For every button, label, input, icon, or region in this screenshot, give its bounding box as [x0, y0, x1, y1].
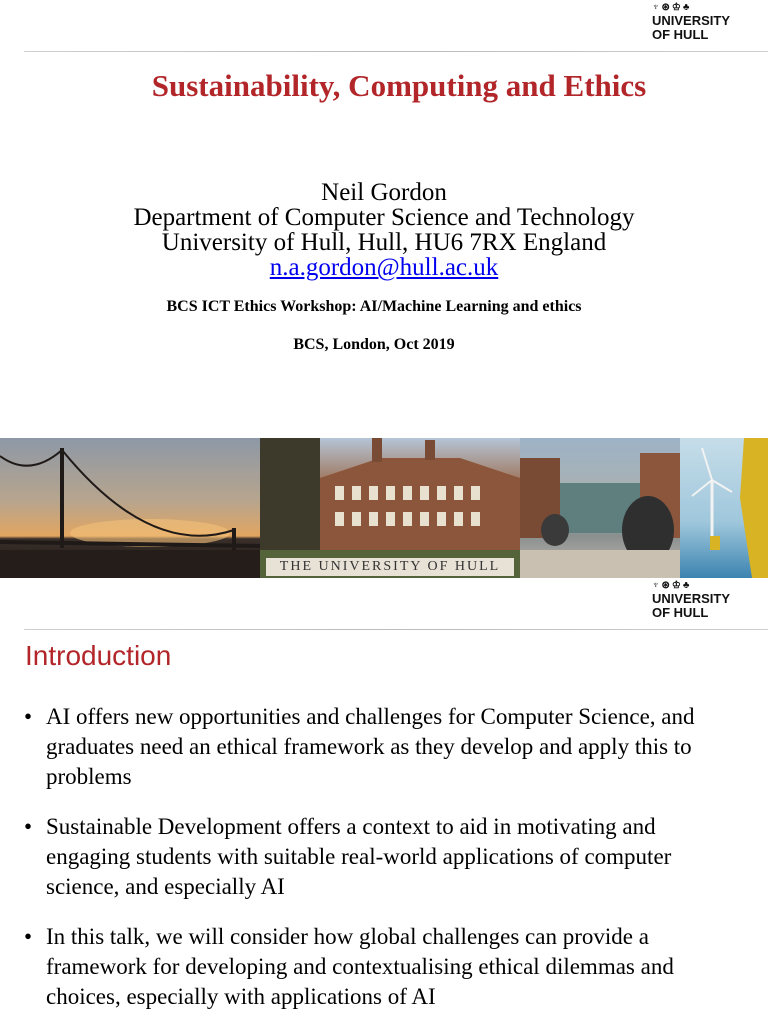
- building-illustration: [260, 438, 520, 578]
- email-link[interactable]: n.a.gordon@hull.ac.uk: [269, 254, 499, 281]
- event-name: BCS ICT Ethics Workshop: AI/Machine Learning and ethics: [166, 298, 582, 315]
- event-venue: BCS, London, Oct 2019: [293, 336, 455, 353]
- section-heading: Introduction: [25, 640, 172, 671]
- crest-icon: ♆⊛♔♣: [652, 2, 692, 13]
- slide-title: Sustainability, Computing and Ethics: [151, 68, 647, 103]
- bullet-icon: •: [24, 704, 33, 729]
- introduction-slide: [0, 578, 768, 1024]
- header-divider: [24, 51, 768, 52]
- crest-icon: ♆⊛♔♣: [652, 580, 692, 591]
- bullet-icon: •: [24, 924, 33, 949]
- header-divider-2: [24, 629, 768, 630]
- bullet-list: [22, 702, 742, 1024]
- author-name: Neil Gordon: [321, 179, 447, 206]
- campus-illustration: [520, 438, 680, 578]
- bridge-photo: [0, 438, 260, 578]
- bullet-text: Sustainable Development offers a context to aid in motivating and engaging students with suitable real-world applications of computer science, and especially AI: [46, 814, 672, 899]
- bridge-illustration: [0, 438, 260, 578]
- wind-turbine-illustration: [680, 438, 768, 578]
- list-item: [22, 702, 742, 792]
- wind-turbine-photo: [680, 438, 768, 578]
- department: Department of Computer Science and Technology: [133, 204, 635, 231]
- logo-text-line1: UNIVERSITY: [652, 591, 731, 606]
- campus-sculpture-photo: [520, 438, 680, 578]
- list-item: [22, 812, 742, 902]
- logo-text-line2: OF HULL: [652, 27, 709, 42]
- logo-text-line2: OF HULL: [652, 605, 709, 620]
- photo-strip: [0, 438, 768, 578]
- author-block: [0, 180, 768, 280]
- bullet-text: AI offers new opportunities and challenges for Computer Science, and graduates need an ethical framework as they develop and apply this to problems: [46, 704, 695, 789]
- bullet-text: In this talk, we will consider how global challenges can provide a framework for developing and contextualising ethical dilemmas and choices, especially with applications of AI: [46, 924, 674, 1009]
- logo-text-line1: UNIVERSITY: [652, 13, 731, 28]
- university-logo: [652, 2, 744, 42]
- list-item: [22, 922, 742, 1012]
- university-building-photo: [260, 438, 520, 578]
- bullet-icon: •: [24, 814, 33, 839]
- university-logo-2: [652, 580, 744, 620]
- university-sign: THE UNIVERSITY OF HULL: [266, 558, 514, 576]
- address: University of Hull, Hull, HU6 7RX England: [161, 229, 607, 256]
